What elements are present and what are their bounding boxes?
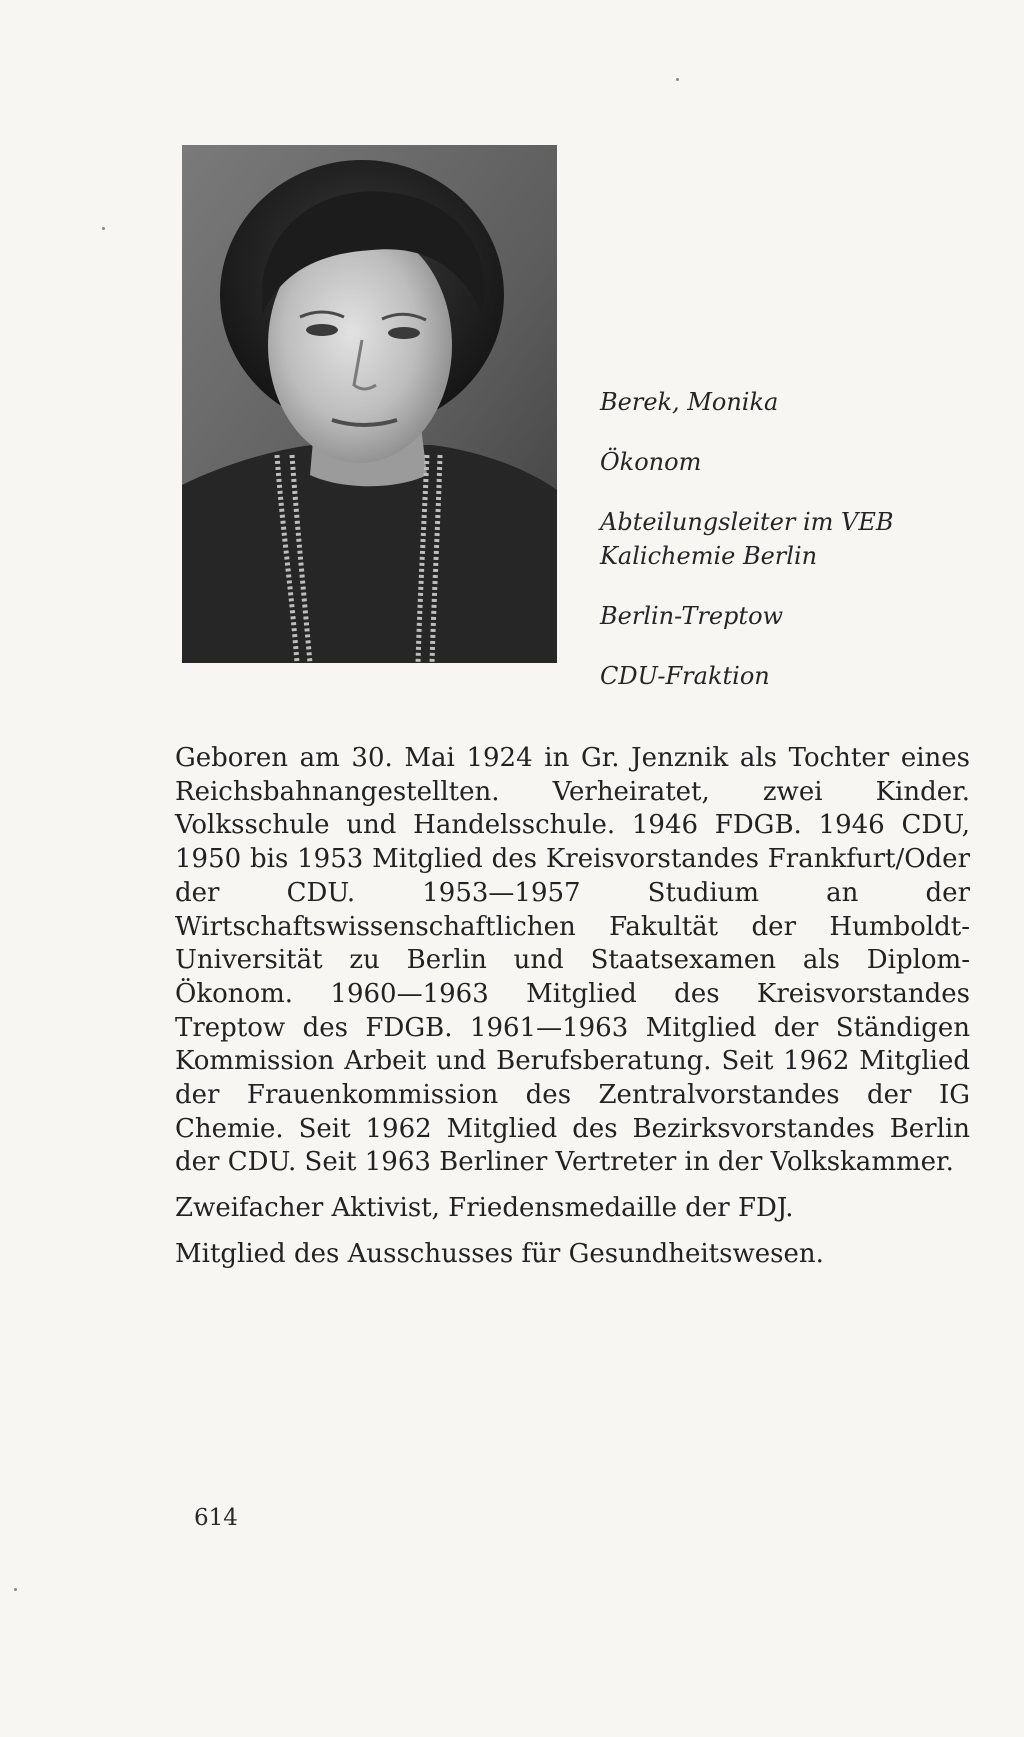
position-line-2: Kalichemie Berlin [600,542,818,570]
portrait-photo [182,145,557,663]
portrait-image [182,145,557,663]
page-number: 614 [194,1505,238,1531]
person-name: Berek, Monika [600,388,779,416]
paper-speck [676,78,679,81]
biography [175,742,970,1272]
paper-speck [14,1588,17,1591]
caption-block [600,385,970,693]
location: Berlin-Treptow [600,602,784,630]
position-line-1: Abteilungsleiter im VEB [600,508,894,536]
profession: Ökonom [600,448,702,476]
awards-paragraph: Zweifacher Aktivist, Friedensmedaille der FDJ. [175,1193,794,1224]
faction: CDU-Fraktion [600,662,770,690]
committee-paragraph: Mitglied des Ausschusses für Gesundheitswesen. [175,1238,824,1269]
biography-paragraph: Geboren am 30. Mai 1924 in Gr. Jenznik als Tochter eines Reichsbahnangestellten. Verheiratet, zwei Kinder. Volksschule und Handelsschule. 1946 FDGB. 1946 CDU, 1950 bis 1953 Mitglied des Kreisvorstandes Frankfurt/Oder der CDU. 1953—1957 Studium an der Wirtschaftswissenschaftlichen Fakultät der Humboldt-Universität zu Berlin und Staatsexamen als Diplom-Ökonom. 1960—1963 Mitglied des Kreisvorstandes Treptow des FDGB. 1961—1963 Mitglied der Ständigen Kommission Arbeit und Berufsberatung. Seit 1962 Mitglied der Frauenkommission des Zentralvorstandes der IG Chemie. Seit 1962 Mitglied des Bezirksvorstandes Berlin der CDU. Seit 1963 Berliner Vertreter in der Volkskammer. [175,743,970,1178]
paper-speck [102,227,105,230]
